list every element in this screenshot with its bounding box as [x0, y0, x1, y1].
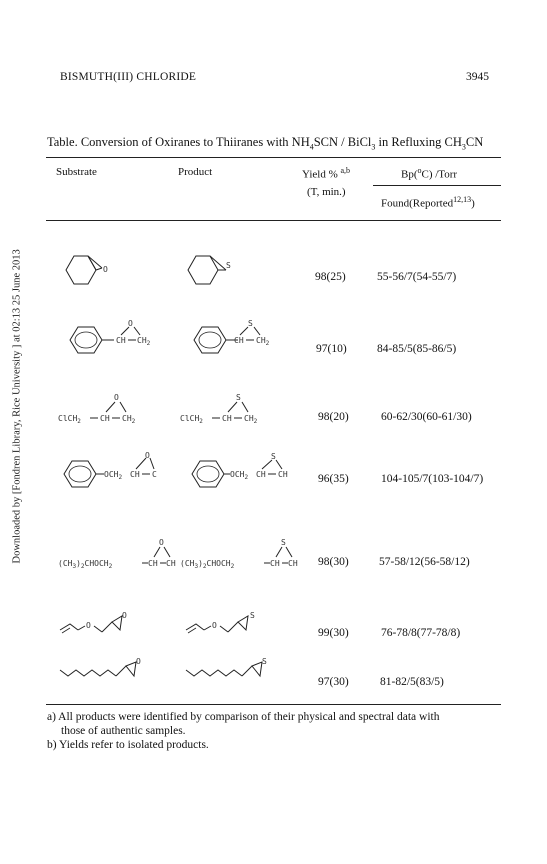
- product-allyl-thioglycidyl-ether: [184, 606, 284, 646]
- substrate-epichlorohydrin: [56, 390, 166, 430]
- svg-text:CH: CH: [148, 559, 158, 568]
- header-substrate: Substrate: [56, 166, 97, 178]
- svg-text:CH2: $CH_2$: [137, 336, 151, 347]
- svg-text:O: O: [86, 621, 91, 630]
- svg-text:S: S: [248, 319, 253, 328]
- yield-row-4: 96(35): [318, 473, 349, 485]
- yield-row-6: 99(30): [318, 627, 349, 639]
- bp-row-4: 104-105/7(103-104/7): [381, 473, 484, 485]
- svg-text:CH: CH: [100, 414, 110, 423]
- svg-text:CH: CH: [270, 559, 280, 568]
- bp-header-rule: [373, 185, 501, 186]
- yield-row-2: 97(10): [316, 343, 347, 355]
- header-bp: Bp($^o$C) /Torr: [401, 166, 458, 181]
- svg-text:S: S: [262, 657, 267, 666]
- svg-text:S: S: [236, 393, 241, 402]
- svg-text:S: S: [226, 261, 231, 270]
- svg-text:O: O: [212, 621, 217, 630]
- header-time: (T, min.): [307, 186, 346, 198]
- yield-row-1: 98(25): [315, 271, 346, 283]
- svg-text:O: O: [136, 657, 141, 666]
- svg-text:O: O: [103, 265, 108, 274]
- bp-row-1: 55-56/7(54-55/7): [377, 271, 457, 283]
- product-styrene-sulfide: [182, 318, 292, 368]
- svg-text:S: S: [250, 611, 255, 620]
- table-top-rule: [46, 157, 501, 158]
- svg-text:OCH2: $OCH_2$: [104, 470, 123, 481]
- svg-text:CH: CH: [234, 336, 244, 345]
- svg-text:CH: CH: [166, 559, 176, 568]
- svg-text:(CH3)2CHOCH2: $(CH_3)_2CHOCH_2$: [180, 559, 235, 570]
- yield-row-5: 98(30): [318, 556, 349, 568]
- footnote-b: b) Yields refer to isolated products.: [47, 739, 209, 751]
- running-head: BISMUTH(III) CHLORIDE: [60, 71, 197, 83]
- svg-text:C: C: [152, 470, 157, 479]
- product-epithiochlorohydrin: [178, 390, 288, 430]
- svg-text:(CH3)2CHOCH2: $(CH_3)_2CHOCH_2$: [58, 559, 113, 570]
- bp-row-3: 60-62/30(60-61/30): [381, 411, 472, 423]
- product-cyclohexene-sulfide: [180, 248, 250, 298]
- table-title: Table. Conversion of Oxiranes to Thiiranes with $NH_4SCN$ / BiCl$_3$ in Refluxing $CH_3CN$: [47, 135, 484, 152]
- header-bottom-rule: [46, 220, 501, 221]
- footnote-a-continued: those of authentic samples.: [61, 725, 186, 737]
- substrate-1-2-epoxyoctane: [58, 656, 158, 692]
- header-product: Product: [178, 166, 213, 178]
- page-number: 3945: [466, 71, 489, 83]
- substrate-phenyl-glycidyl-ether: [58, 452, 183, 502]
- svg-text:O: O: [145, 452, 150, 460]
- header-yield: Yield % $^{a,b}$: [302, 166, 351, 181]
- svg-text:CH2: $CH_2$: [244, 414, 258, 425]
- svg-text:CH2: $CH_2$: [122, 414, 136, 425]
- svg-text:O: O: [159, 538, 164, 547]
- yield-row-7: 97(30): [318, 676, 349, 688]
- substrate-styrene-oxide: [58, 318, 168, 368]
- bp-row-7: 81-82/5(83/5): [380, 676, 444, 688]
- svg-text:CH: CH: [278, 470, 288, 479]
- yield-row-3: 98(20): [318, 411, 349, 423]
- table-bottom-rule: [46, 704, 501, 705]
- header-found: Found(Reported$^{12,13}$): [381, 195, 475, 210]
- svg-text:S: S: [271, 452, 276, 461]
- svg-text:CH: CH: [130, 470, 140, 479]
- footnote-a: a) All products were identified by comparison of their physical and spectral data with: [47, 711, 440, 723]
- bp-row-2: 84-85/5(85-86/5): [377, 343, 457, 355]
- substrate-cyclohexene-oxide: [58, 248, 118, 298]
- svg-text:ClCH2: ClCH$_2$: [180, 414, 203, 425]
- substrate-allyl-glycidyl-ether: [58, 606, 158, 646]
- product-phenyl-thioglycidyl-ether: [186, 452, 311, 502]
- svg-text:O: O: [128, 319, 133, 328]
- svg-text:S: S: [281, 538, 286, 547]
- svg-text:OCH2: $OCH_2$: [230, 470, 249, 481]
- svg-text:CH: CH: [222, 414, 232, 423]
- svg-text:ClCH2: ClCH$_2$: [58, 414, 81, 425]
- svg-text:CH: CH: [256, 470, 266, 479]
- svg-text:CH: CH: [116, 336, 126, 345]
- svg-text:CH2: $CH_2$: [256, 336, 270, 347]
- svg-text:CH: CH: [288, 559, 298, 568]
- bp-row-5: 57-58/12(56-58/12): [379, 556, 470, 568]
- bp-row-6: 76-78/8(77-78/8): [381, 627, 461, 639]
- svg-text:O: O: [114, 393, 119, 402]
- download-watermark: Downloaded by [Fondren Library, Rice University ] at 02:13 25 June 2013: [11, 249, 23, 564]
- product-isopropyl-thioglycidyl-ether: [178, 535, 303, 575]
- product-1-2-epithiooctane: [184, 656, 284, 692]
- svg-text:O: O: [122, 611, 127, 620]
- substrate-isopropyl-glycidyl-ether: [56, 535, 181, 575]
